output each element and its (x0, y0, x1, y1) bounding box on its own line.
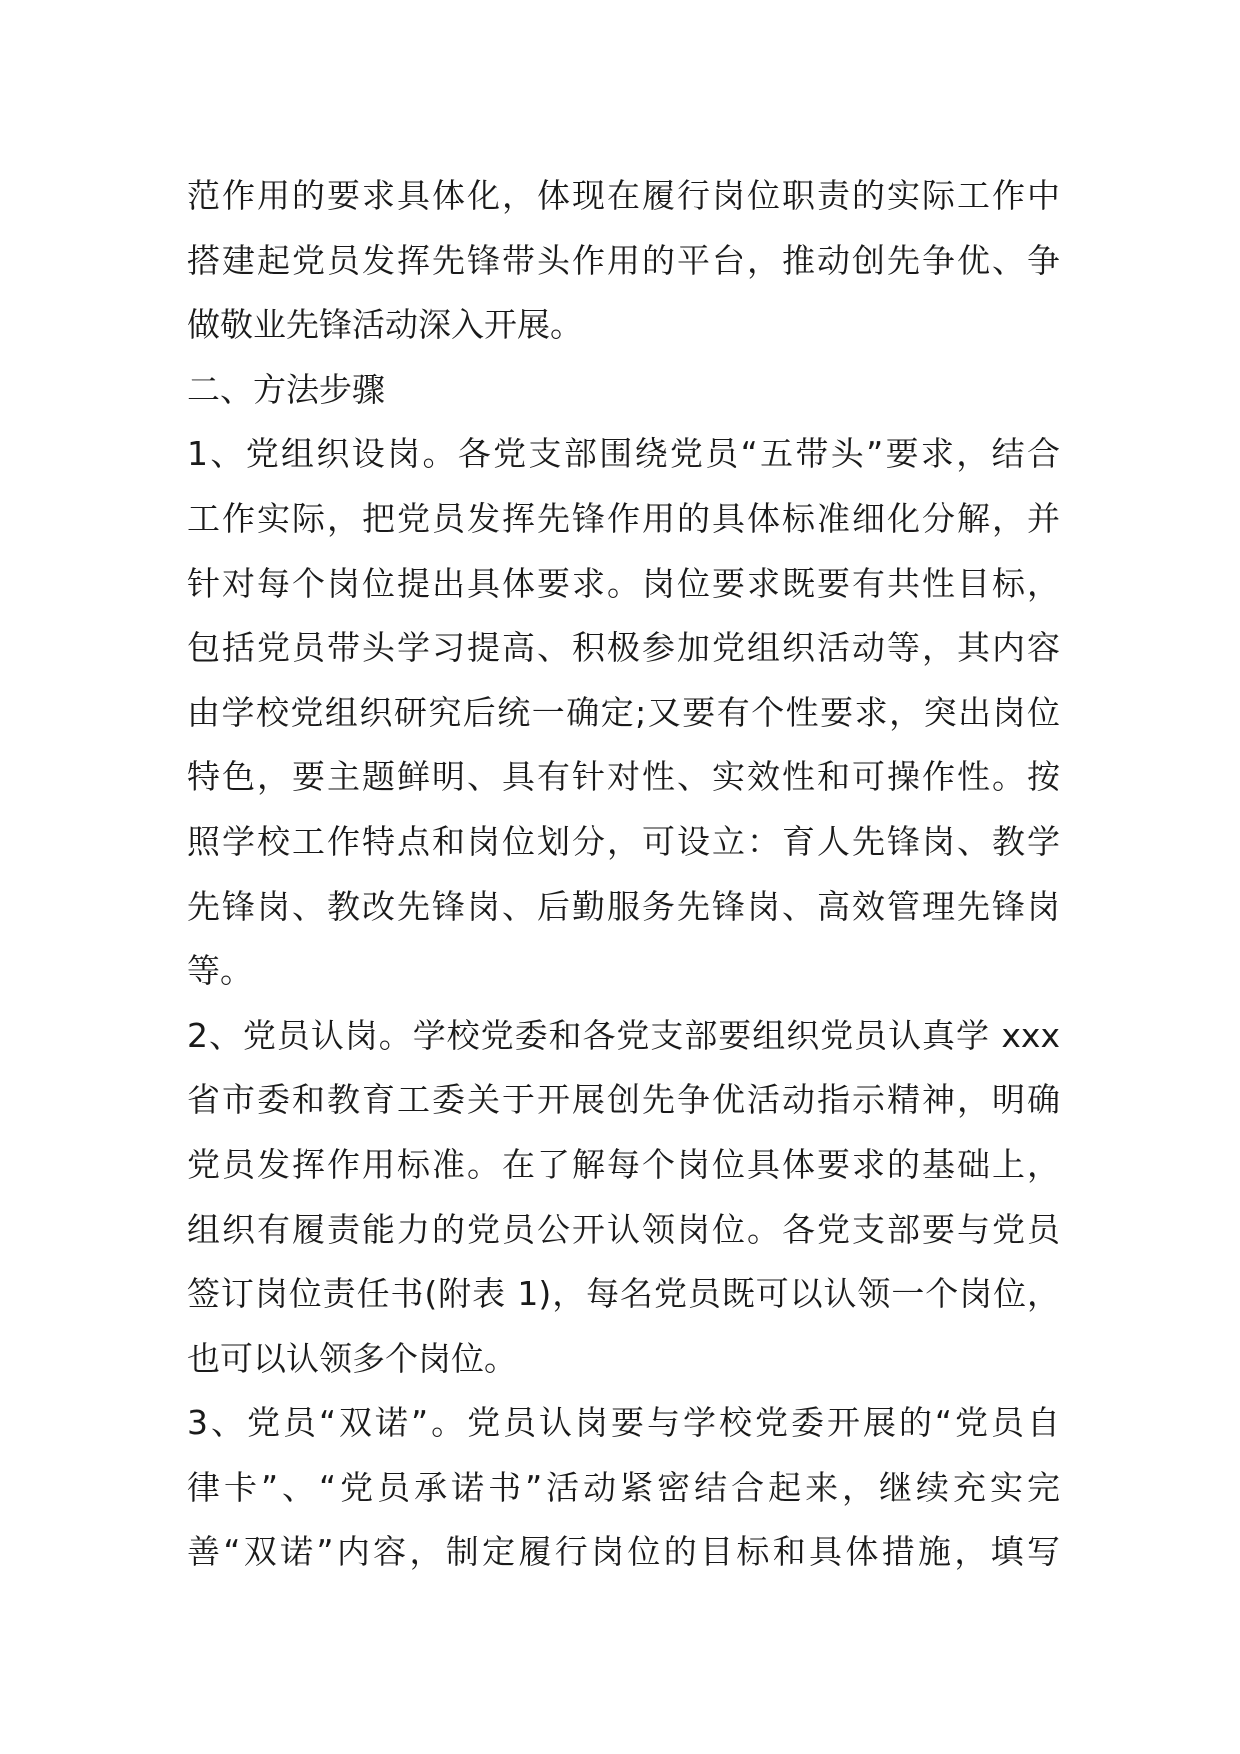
text-line: 1、党组织设岗。各党支部围绕党员“五带头”要求，结合 (187, 434, 1060, 474)
text-line: 搭建起党员发挥先锋带头作用的平台，推动创先争优、争 (187, 240, 1060, 280)
text-line: 包括党员带头学习提高、积极参加党组织活动等，其内容 (187, 628, 1060, 668)
text-line: 工作实际，把党员发挥先锋作用的具体标准细化分解，并 (187, 498, 1060, 538)
text-line: 善“双诺”内容，制定履行岗位的目标和具体措施，填写 (187, 1532, 1060, 1572)
text-line: 针对每个岗位提出具体要求。岗位要求既要有共性目标， (187, 563, 1060, 603)
text-line: 范作用的要求具体化，体现在履行岗位职责的实际工作中 (187, 176, 1060, 215)
text-line: 省市委和教育工委关于开展创先争优活动指示精神，明确 (187, 1080, 1060, 1120)
text-line: 照学校工作特点和岗位划分，可设立：育人先锋岗、教学 (187, 821, 1060, 861)
text-line: 党员发挥作用标准。在了解每个岗位具体要求的基础上， (187, 1144, 1060, 1184)
paragraph-intro-continued (187, 164, 1060, 358)
text-line: 组织有履责能力的党员公开认领岗位。各党支部要与党员 (187, 1209, 1060, 1249)
text-line: 特色，要主题鲜明、具有针对性、实效性和可操作性。按 (187, 757, 1060, 797)
text-line: 律卡”、“党员承诺书”活动紧密结合起来，继续充实完 (187, 1467, 1060, 1507)
text-line: 签订岗位责任书(附表 1)，每名党员既可以认领一个岗位， (187, 1274, 1060, 1314)
document-body (187, 164, 1060, 1585)
paragraph-step-3 (187, 1391, 1060, 1585)
text-line: 等。 (187, 951, 253, 991)
section-heading: 二、方法步骤 (187, 369, 385, 409)
paragraph-step-2 (187, 1004, 1060, 1392)
paragraph-step-1 (187, 422, 1060, 1003)
text-line: 也可以认领多个岗位。 (187, 1338, 517, 1378)
text-line: 先锋岗、教改先锋岗、后勤服务先锋岗、高效管理先锋岗 (187, 886, 1060, 926)
text-line: 3、党员“双诺”。党员认岗要与学校党委开展的“党员自 (187, 1403, 1060, 1443)
text-line: 2、党员认岗。学校党委和各党支部要组织党员认真学 xxx (187, 1015, 1060, 1055)
section-heading-methods (187, 358, 1060, 423)
text-line: 由学校党组织研究后统一确定;又要有个性要求，突出岗位 (187, 692, 1060, 732)
text-line: 做敬业先锋活动深入开展。 (187, 305, 583, 345)
